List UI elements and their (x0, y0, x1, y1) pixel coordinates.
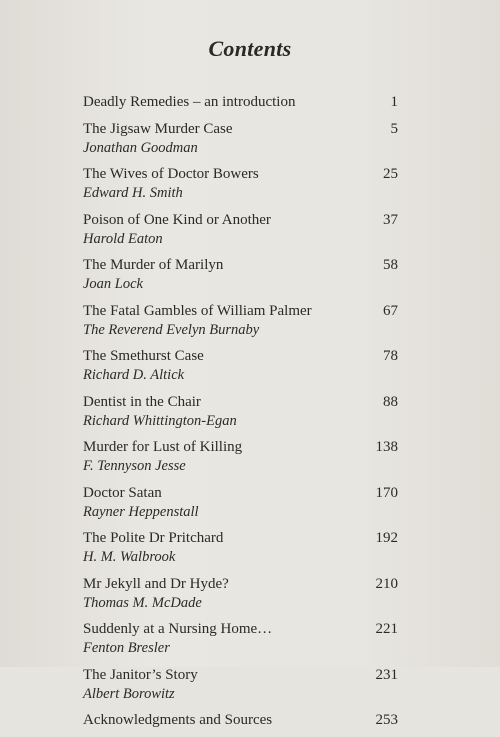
toc-entry-author: Richard D. Altick (83, 367, 185, 383)
toc-entry-author: Thomas M. McDade (83, 594, 202, 611)
toc-entry-author: F. Tennyson Jesse (83, 458, 186, 474)
toc-entry-author: Fenton Bresler (83, 640, 170, 656)
toc-entry (83, 164, 398, 203)
toc-entry-title: The Wives of Doctor Bowers (83, 166, 259, 182)
toc-entry-page-number: 170 (375, 484, 398, 501)
toc-entry (83, 92, 398, 112)
toc-entry-page-number: 58 (383, 257, 398, 273)
toc-entry-author: Rayner Heppenstall (83, 503, 199, 520)
toc-entry-title: The Jigsaw Murder Case (83, 120, 233, 137)
toc-entry-title: Murder for Lust of Killing (83, 439, 243, 455)
toc-entry (83, 119, 398, 158)
toc-entry-title: Mr Jekyll and Dr Hyde? (83, 575, 229, 592)
toc-entry-author: Harold Eaton (83, 230, 163, 247)
toc-entry (83, 392, 398, 431)
toc-entry-title: The Janitor’s Story (83, 666, 198, 683)
toc-entry (83, 301, 398, 340)
toc-entry-title: Acknowledgments and Sources (83, 712, 273, 728)
toc-entry (83, 528, 398, 567)
toc-entry-page-number: 138 (375, 439, 398, 455)
toc-entry-page-number: 210 (375, 575, 398, 592)
toc-entry (83, 210, 398, 249)
table-of-contents (83, 92, 398, 737)
toc-entry (83, 437, 398, 476)
toc-entry-page-number: 1 (390, 94, 398, 110)
toc-entry-page-number: 221 (375, 621, 398, 637)
page-title: Contents (208, 36, 292, 61)
toc-entry-page-number: 78 (383, 348, 398, 364)
toc-entry-page-number: 88 (383, 393, 398, 410)
toc-entry-page-number: 192 (375, 530, 398, 546)
toc-entry-author: Joan Lock (83, 276, 143, 292)
toc-entry (83, 665, 398, 704)
toc-entry (83, 710, 398, 730)
toc-entry-title: The Murder of Marilyn (83, 257, 224, 273)
toc-entry-page-number: 25 (383, 166, 398, 182)
toc-entry-title: The Polite Dr Pritchard (83, 530, 224, 546)
toc-entry-page-number: 67 (383, 302, 398, 319)
toc-entry-author: Edward H. Smith (83, 185, 183, 201)
toc-entry-author: H. M. Walbrook (83, 549, 176, 565)
toc-entry-author: The Reverend Evelyn Burnaby (83, 321, 260, 338)
toc-entry (83, 346, 398, 385)
toc-entry-author: Albert Borowitz (83, 685, 175, 702)
toc-entry (83, 483, 398, 522)
toc-entry-title: Dentist in the Chair (83, 393, 201, 410)
toc-entry-page-number: 253 (375, 712, 398, 728)
toc-entry-title: Doctor Satan (83, 484, 162, 501)
toc-entry (83, 574, 398, 613)
toc-entry-title: The Smethurst Case (83, 348, 204, 364)
toc-entry-title: Deadly Remedies – an introduction (83, 94, 296, 110)
toc-entry-page-number: 5 (390, 120, 398, 137)
toc-entry-author: Richard Whittington-Egan (83, 412, 237, 429)
toc-entry-title: Poison of One Kind or Another (83, 211, 271, 228)
toc-entry-author: Jonathan Goodman (83, 139, 198, 156)
toc-entry-title: Suddenly at a Nursing Home… (83, 621, 273, 637)
toc-entry-page-number: 37 (383, 211, 398, 228)
toc-entry-title: The Fatal Gambles of William Palmer (83, 302, 312, 319)
toc-entry (83, 619, 398, 658)
toc-entry (83, 255, 398, 294)
toc-entry-page-number: 231 (375, 666, 398, 683)
